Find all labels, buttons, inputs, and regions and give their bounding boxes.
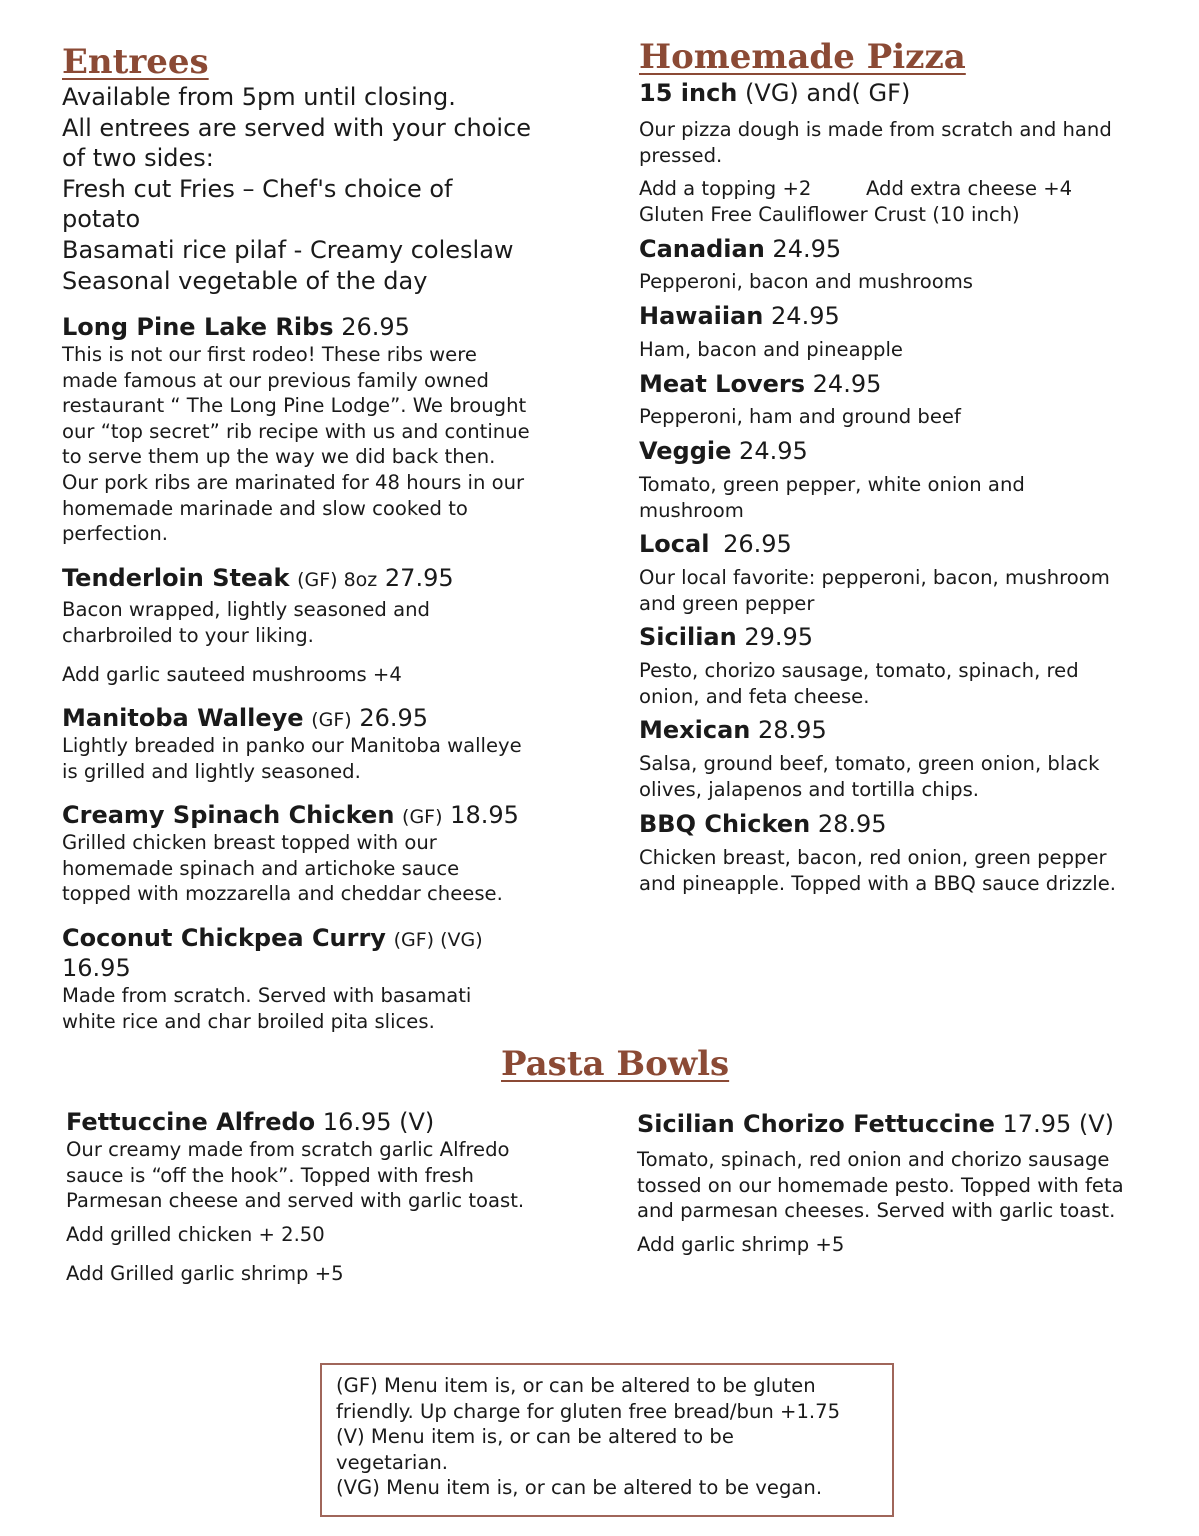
- desc-line: and pineapple. Topped with a BBQ sauce drizzle.: [639, 871, 1116, 895]
- item-description: [639, 751, 1099, 802]
- item-name: Long Pine Lake Ribs: [62, 313, 334, 341]
- desc-line: Pepperoni, bacon and mushrooms: [639, 270, 974, 293]
- desc-line: homemade spinach and artichoke sauce: [62, 856, 460, 880]
- item-price: 17.95 (V): [1002, 1110, 1115, 1138]
- item-price: 26.95: [359, 704, 429, 732]
- menu-item-heading: [62, 923, 483, 955]
- desc-line: Parmesan cheese and served with garlic toast.: [66, 1189, 525, 1213]
- item-addon: Add Grilled garlic shrimp +5: [66, 1262, 344, 1285]
- item-name: Mexican: [639, 716, 751, 744]
- pizza-size-tags: (VG) and( GF): [745, 79, 911, 107]
- desc-line: Pepperoni, ham and ground beef: [639, 405, 961, 428]
- legend-line: friendly. Up charge for gluten free bread/bun +1.75: [336, 1399, 841, 1423]
- item-tag: (GF) (VG): [393, 929, 483, 951]
- item-description: [66, 1137, 524, 1214]
- intro-line: Basamati rice pilaf - Creamy coleslaw: [62, 235, 514, 264]
- menu-item-heading: [639, 529, 792, 559]
- item-addon: Add garlic sauteed mushrooms +4: [62, 663, 402, 686]
- desc-line: Ham, bacon and pineapple: [639, 338, 903, 361]
- item-description: [62, 830, 503, 907]
- desc-line: homemade marinade and slow cooked to: [62, 496, 468, 520]
- legend-line: (GF) Menu item is, or can be altered to be gluten: [336, 1374, 816, 1397]
- intro-line: Seasonal vegetable of the day: [62, 266, 428, 295]
- item-description: [639, 658, 1079, 709]
- desc-line: Our creamy made from scratch garlic Alfredo: [66, 1138, 510, 1161]
- pizza-size-bold: 15 inch: [639, 79, 738, 107]
- item-name: Tenderloin Steak: [62, 564, 290, 592]
- item-description: [639, 565, 1110, 616]
- item-tag: (GF): [311, 709, 352, 731]
- intro-line: potato: [62, 205, 141, 234]
- item-price: 16.95 (V): [322, 1108, 435, 1136]
- item-name: Manitoba Walleye: [62, 704, 304, 732]
- item-price: 27.95: [384, 564, 454, 592]
- item-price: 29.95: [744, 623, 814, 651]
- item-price: 24.95: [771, 302, 840, 330]
- desc-line: Grilled chicken breast topped with our: [62, 831, 437, 854]
- desc-line: Made from scratch. Served with basamati: [62, 984, 472, 1007]
- item-name: Sicilian: [639, 623, 737, 651]
- desc-line: charbroiled to your liking.: [62, 623, 314, 647]
- desc-line: tossed on our homemade pesto. Topped with feta: [637, 1173, 1124, 1197]
- item-description: [62, 342, 530, 547]
- desc-line: Pesto, chorizo sausage, tomato, spinach, red: [639, 659, 1079, 682]
- desc-line: Tomato, green pepper, white onion and: [639, 473, 1025, 496]
- desc-line: restaurant “ The Long Pine Lodge”. We brought: [62, 394, 527, 418]
- item-price: 28.95: [817, 810, 887, 838]
- desc-line: This is not our first rodeo! These ribs were: [62, 343, 477, 366]
- desc-line: onion, and feta cheese.: [639, 684, 870, 708]
- desc-line: Our pork ribs are marinated for 48 hours in our: [62, 470, 525, 494]
- menu-item-heading: [62, 703, 428, 735]
- menu-item-heading: [639, 234, 841, 264]
- desc-line: Chicken breast, bacon, red onion, green pepper: [639, 846, 1107, 869]
- desc-line: Salsa, ground beef, tomato, green onion, black: [639, 752, 1100, 775]
- menu-item-heading: [639, 369, 881, 399]
- item-price: 24.95: [739, 437, 808, 465]
- pasta-title: Pasta Bowls: [501, 1044, 730, 1084]
- item-name: Hawaiian: [639, 302, 764, 330]
- menu-item-heading: [639, 809, 887, 839]
- desc-line: pressed.: [639, 143, 723, 167]
- menu-item-heading: [62, 800, 519, 832]
- item-addon: Add garlic shrimp +5: [637, 1233, 845, 1256]
- desc-line: Bacon wrapped, lightly seasoned and: [62, 598, 430, 621]
- dietary-legend: [320, 1363, 894, 1517]
- item-description: [639, 404, 961, 430]
- desc-line: Lightly breaded in panko our Manitoba walleye: [62, 734, 522, 757]
- desc-line: white rice and char broiled pita slices.: [62, 1009, 435, 1033]
- legend-line: (VG) Menu item is, or can be altered to be vegan.: [336, 1476, 823, 1500]
- desc-line: made famous at our previous family owned: [62, 368, 489, 392]
- intro-line: of two sides:: [62, 144, 214, 173]
- desc-line: to serve them up the way we did back then.: [62, 445, 496, 469]
- desc-line: sauce is “off the hook”. Topped with fresh: [66, 1163, 474, 1187]
- intro-line: Fresh cut Fries – Chef's choice of: [62, 174, 453, 203]
- item-description: [62, 983, 471, 1034]
- desc-line: our “top secret” rib recipe with us and continue: [62, 419, 530, 443]
- menu-item-heading: [639, 715, 827, 745]
- item-name: BBQ Chicken: [639, 810, 811, 838]
- item-description: [62, 597, 430, 648]
- legend-line: (V) Menu item is, or can be altered to be: [336, 1425, 734, 1449]
- pizza-cheese-addon: Add extra cheese +4: [866, 177, 1073, 200]
- item-name: Meat Lovers: [639, 370, 806, 398]
- item-price: 24.95: [772, 235, 842, 263]
- item-description: [639, 337, 903, 363]
- menu-item-heading: [639, 436, 808, 466]
- pizza-size: [639, 78, 910, 108]
- desc-line: perfection.: [62, 522, 169, 546]
- item-name: Coconut Chickpea Curry: [62, 924, 386, 952]
- entrees-title: Entrees: [62, 42, 209, 82]
- item-price: 24.95: [812, 370, 882, 398]
- item-description: [639, 269, 973, 295]
- item-description: [62, 733, 522, 784]
- item-tag: (GF): [402, 806, 443, 828]
- menu-item-heading: [639, 622, 813, 652]
- item-addon: Add grilled chicken + 2.50: [66, 1223, 325, 1246]
- desc-line: and parmesan cheeses. Served with garlic toast.: [637, 1199, 1116, 1223]
- desc-line: topped with mozzarella and cheddar cheese.: [62, 882, 503, 906]
- legend-line: vegetarian.: [336, 1450, 448, 1474]
- desc-line: mushroom: [639, 498, 744, 522]
- desc-line: is grilled and lightly seasoned.: [62, 759, 361, 783]
- menu-item-heading: [62, 312, 410, 342]
- pizza-title: Homemade Pizza: [639, 37, 966, 77]
- desc-line: olives, jalapenos and tortilla chips.: [639, 777, 980, 801]
- pizza-topping-addon: Add a topping +2: [639, 177, 812, 200]
- intro-line: All entrees are served with your choice: [62, 113, 532, 142]
- pizza-dough-note: [639, 117, 1112, 168]
- intro-line: Available from 5pm until closing.: [62, 83, 456, 111]
- item-tag: (GF) 8oz: [297, 569, 378, 591]
- desc-line: Our local favorite: pepperoni, bacon, mushroom: [639, 566, 1110, 589]
- item-name: Local: [639, 530, 710, 558]
- item-name: Creamy Spinach Chicken: [62, 801, 395, 829]
- item-description: [639, 472, 1025, 523]
- item-price: 28.95: [758, 716, 827, 744]
- entrees-intro: [62, 82, 531, 296]
- item-name: Veggie: [639, 437, 732, 465]
- item-price: 26.95: [723, 530, 792, 558]
- menu-item-heading: [637, 1109, 1114, 1139]
- menu-item-heading: [66, 1107, 434, 1137]
- item-description: [639, 845, 1116, 896]
- menu-item-heading: [639, 301, 840, 331]
- item-name: Canadian: [639, 235, 765, 263]
- item-description: [637, 1147, 1124, 1224]
- item-price: 26.95: [341, 313, 410, 341]
- desc-line: and green pepper: [639, 591, 815, 615]
- item-name: Sicilian Chorizo Fettuccine: [637, 1110, 995, 1138]
- item-price: 18.95: [450, 801, 519, 829]
- item-name: Fettuccine Alfredo: [66, 1108, 316, 1136]
- desc-line: Our pizza dough is made from scratch and hand: [639, 118, 1112, 141]
- desc-line: Tomato, spinach, red onion and chorizo sausage: [637, 1148, 1110, 1171]
- menu-item-heading: [62, 563, 454, 595]
- pizza-crust-option: Gluten Free Cauliflower Crust (10 inch): [639, 203, 1020, 226]
- item-price: 16.95: [62, 954, 131, 982]
